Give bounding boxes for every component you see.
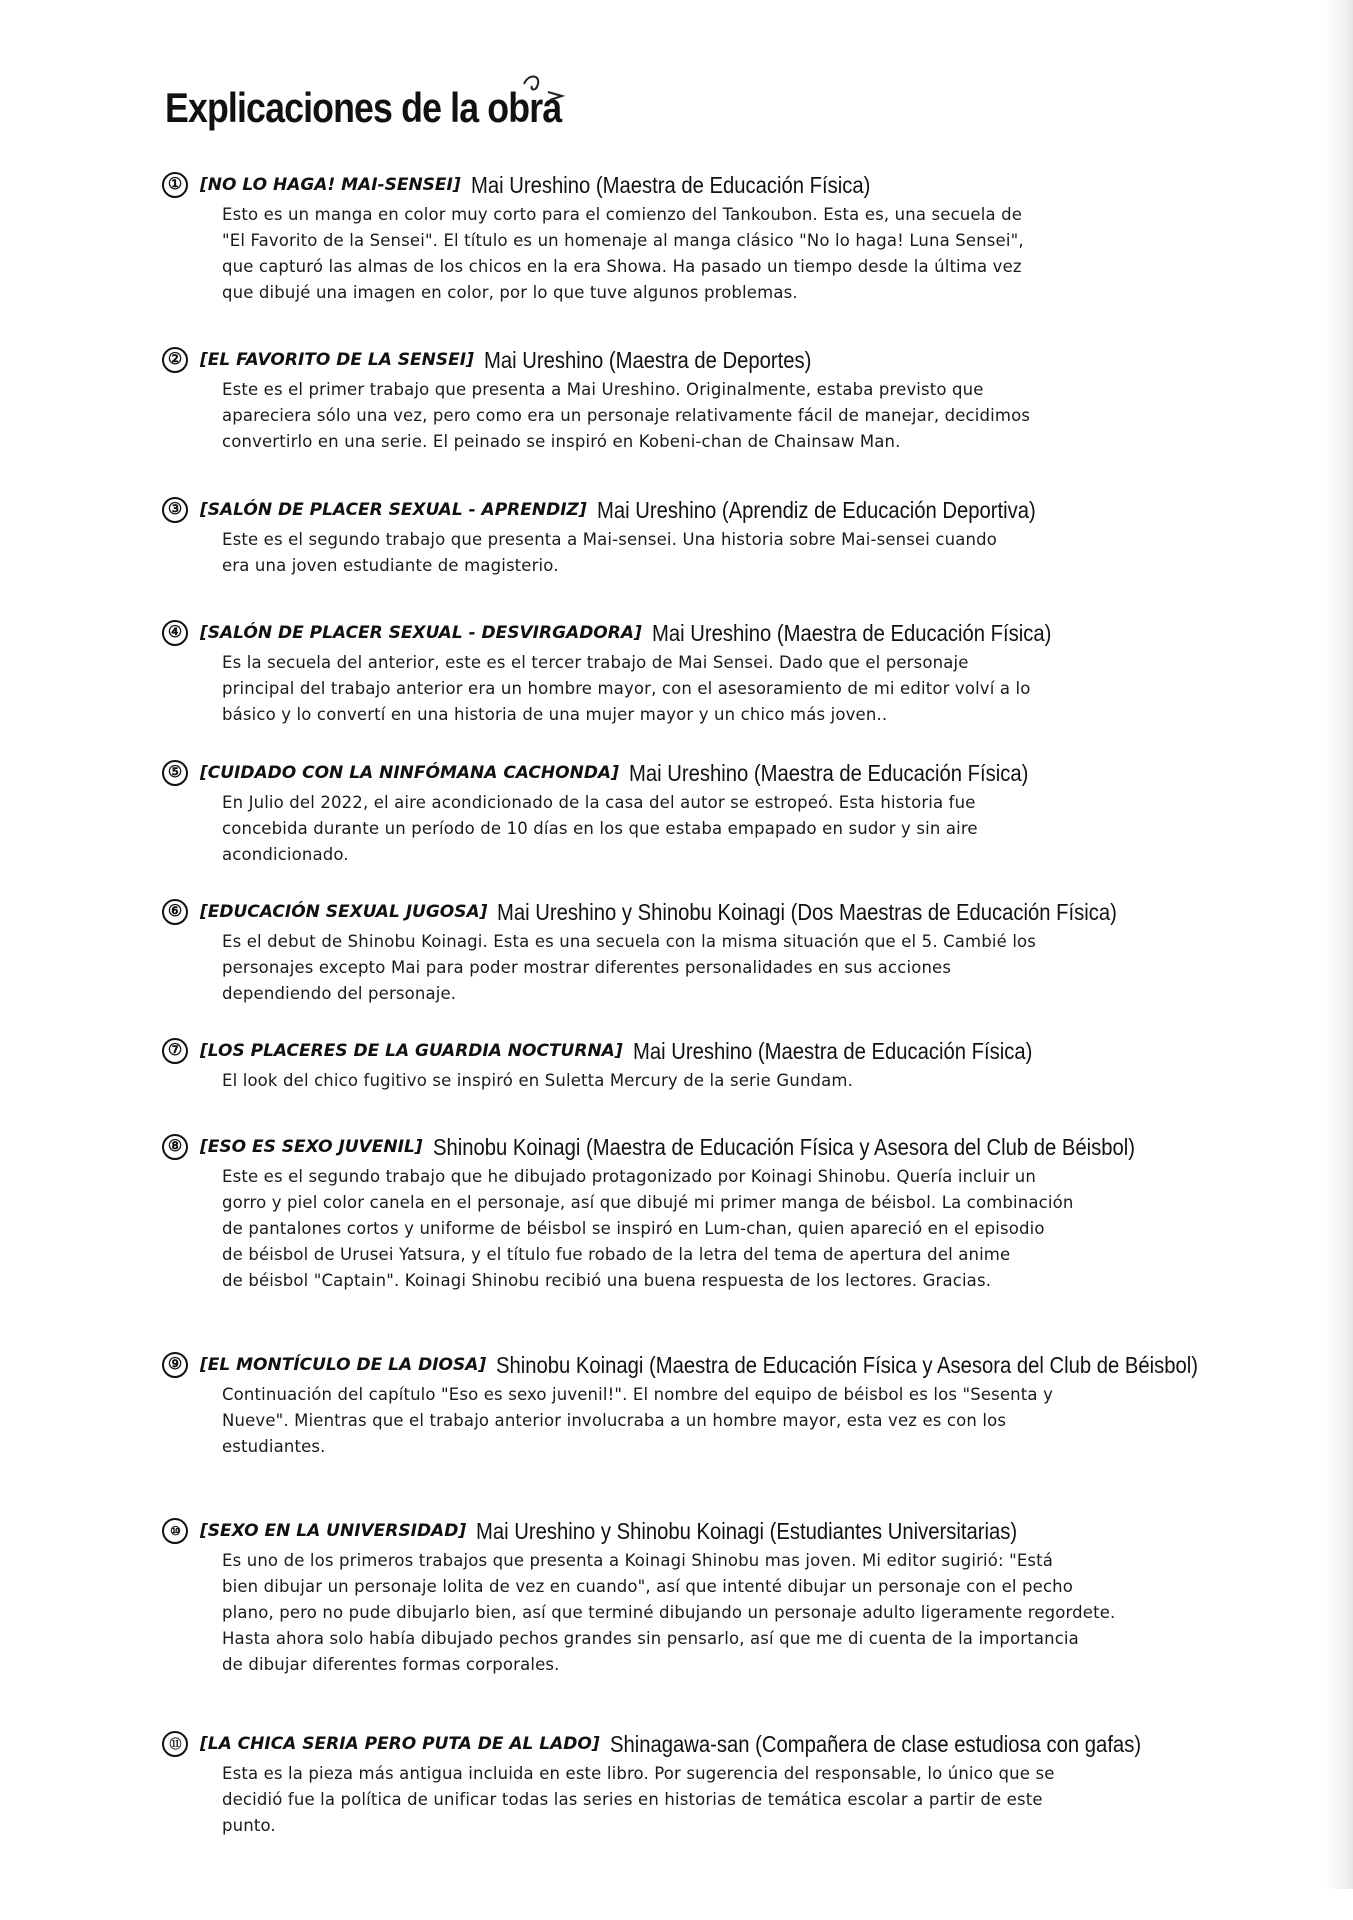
description-line: concebida durante un período de 10 días en los que estaba empapado en sudor y sin aire xyxy=(222,819,978,838)
entry-2 xyxy=(162,345,1332,455)
description-line: plano, pero no pude dibujarlo bien, así que terminé dibujando un personaje adulto ligeramente regordete. xyxy=(222,1603,1116,1622)
entry-title: [SALÓN DE PLACER SEXUAL - APRENDIZ] xyxy=(200,500,587,520)
description-line: gorro y piel color canela en el personaje, así que dibujé mi primer manga de béisbol. La combinación xyxy=(222,1193,1074,1212)
entry-description xyxy=(222,1548,1302,1678)
entry-description xyxy=(222,202,1302,306)
entry-8 xyxy=(162,1132,1332,1294)
entry-characters: Mai Ureshino (Aprendiz de Educación Deportiva) xyxy=(596,496,1036,523)
entry-characters: Shinagawa-san (Compañera de clase estudiosa con gafas) xyxy=(609,1730,1141,1757)
entry-header xyxy=(162,1036,1332,1066)
entry-header xyxy=(162,1132,1332,1162)
entry-characters: Mai Ureshino (Maestra de Educación Física) xyxy=(632,1037,1032,1064)
title-squiggle-decoration xyxy=(520,70,570,110)
description-line: Hasta ahora solo había dibujado pechos grandes sin pensarlo, así que me di cuenta de la importancia xyxy=(222,1629,1079,1648)
description-line: Este es el segundo trabajo que presenta a Mai-sensei. Una historia sobre Mai-sensei cuando xyxy=(222,530,997,549)
description-line: era una joven estudiante de magisterio. xyxy=(222,556,559,575)
description-line: Continuación del capítulo "Eso es sexo juvenil!". El nombre del equipo de béisbol es los "Sesenta y xyxy=(222,1385,1053,1404)
entry-characters: Mai Ureshino (Maestra de Educación Física) xyxy=(651,619,1052,646)
description-line: Es la secuela del anterior, este es el tercer trabajo de Mai Sensei. Dado que el personaje xyxy=(222,653,969,672)
description-line: de dibujar diferentes formas corporales. xyxy=(222,1655,560,1674)
entry-title: [EDUCACIÓN SEXUAL JUGOSA] xyxy=(200,902,488,922)
entry-description xyxy=(222,527,1302,579)
entry-title: [ESO ES SEXO JUVENIL] xyxy=(200,1137,423,1157)
entry-6 xyxy=(162,897,1332,1007)
entry-number: ⑪ xyxy=(162,1731,188,1757)
entry-header xyxy=(162,1350,1332,1380)
entry-title: [SALÓN DE PLACER SEXUAL - DESVIRGADORA] xyxy=(200,623,642,643)
entry-7 xyxy=(162,1036,1332,1094)
entry-description xyxy=(222,1382,1302,1460)
entry-characters: Shinobu Koinagi (Maestra de Educación Física y Asesora del Club de Béisbol) xyxy=(432,1133,1135,1160)
entry-header xyxy=(162,618,1332,648)
entry-characters: Mai Ureshino y Shinobu Koinagi (Dos Maestras de Educación Física) xyxy=(497,898,1118,925)
entry-title: [NO LO HAGA! MAI-SENSEI] xyxy=(200,175,461,195)
entry-characters: Mai Ureshino (Maestra de Educación Física) xyxy=(470,171,870,198)
description-line: principal del trabajo anterior era un hombre mayor, con el asesoramiento de mi editor volví a lo xyxy=(222,679,1031,698)
description-line: decidió fue la política de unificar todas las series en historias de temática escolar a partir de este xyxy=(222,1790,1043,1809)
entry-number: ⑥ xyxy=(162,899,188,925)
entry-title: [LOS PLACERES DE LA GUARDIA NOCTURNA] xyxy=(200,1041,623,1061)
entry-10 xyxy=(162,1516,1332,1678)
entry-header xyxy=(162,897,1332,927)
entry-header xyxy=(162,1516,1332,1546)
entry-header xyxy=(162,345,1332,375)
entry-number: ① xyxy=(162,172,188,198)
entry-header xyxy=(162,170,1332,200)
description-line: Nueve". Mientras que el trabajo anterior involucraba a un hombre mayor, esta vez es con los xyxy=(222,1411,1007,1430)
description-line: "El Favorito de la Sensei". El título es un homenaje al manga clásico "No lo haga! Luna Sensei", xyxy=(222,231,1024,250)
description-line: personajes excepto Mai para poder mostrar diferentes personalidades en sus acciones xyxy=(222,958,952,977)
entry-description xyxy=(222,1761,1302,1839)
entry-number: ② xyxy=(162,347,188,373)
entry-title: [EL FAVORITO DE LA SENSEI] xyxy=(200,350,474,370)
description-line: acondicionado. xyxy=(222,845,349,864)
entry-header xyxy=(162,758,1332,788)
description-line: punto. xyxy=(222,1816,276,1835)
entry-number: ⑨ xyxy=(162,1352,188,1378)
entry-description xyxy=(222,929,1302,1007)
description-line: de béisbol de Urusei Yatsura, y el título fue robado de la letra del tema de apertura del anime xyxy=(222,1245,1011,1264)
entry-9 xyxy=(162,1350,1332,1460)
description-line: En Julio del 2022, el aire acondicionado de la casa del autor se estropeó. Esta historia fue xyxy=(222,793,976,812)
description-line: de béisbol "Captain". Koinagi Shinobu recibió una buena respuesta de los lectores. Gracias. xyxy=(222,1271,992,1290)
entry-characters: Mai Ureshino (Maestra de Deportes) xyxy=(483,346,812,373)
entry-title: [LA CHICA SERIA PERO PUTA DE AL LADO] xyxy=(200,1734,600,1754)
entry-characters: Mai Ureshino (Maestra de Educación Física) xyxy=(628,759,1029,786)
entry-description xyxy=(222,377,1302,455)
entry-description xyxy=(222,1068,1302,1094)
entry-number: ⑦ xyxy=(162,1038,188,1064)
page-title: Explicaciones de la obra xyxy=(165,84,562,131)
entry-title: [EL MONTÍCULO DE LA DIOSA] xyxy=(200,1355,487,1375)
description-line: de pantalones cortos y uniforme de béisbol se inspiró en Lum-chan, quien apareció en el episodio xyxy=(222,1219,1045,1238)
entry-title: [SEXO EN LA UNIVERSIDAD] xyxy=(200,1521,467,1541)
description-line: Es el debut de Shinobu Koinagi. Esta es una secuela con la misma situación que el 5. Cambié los xyxy=(222,932,1037,951)
entry-11 xyxy=(162,1729,1332,1839)
entry-5 xyxy=(162,758,1332,868)
entry-number: ⑧ xyxy=(162,1134,188,1160)
description-line: Esto es un manga en color muy corto para el comienzo del Tankoubon. Esta es, una secuela de xyxy=(222,205,1023,224)
entry-description xyxy=(222,1164,1302,1294)
description-line: Es uno de los primeros trabajos que presenta a Koinagi Shinobu mas joven. Mi editor sugirió: "Está xyxy=(222,1551,1054,1570)
description-line: bien dibujar un personaje lolita de vez en cuando", así que intenté dibujar un personaje con el pecho xyxy=(222,1577,1074,1596)
entry-number: ⑩ xyxy=(162,1518,188,1544)
entry-number: ③ xyxy=(162,497,188,523)
entry-description xyxy=(222,650,1302,728)
description-line: básico y lo convertí en una historia de una mujer mayor y un chico más joven.. xyxy=(222,705,888,724)
entry-header xyxy=(162,1729,1332,1759)
entry-header xyxy=(162,495,1332,525)
description-line: que dibujé una imagen en color, por lo que tuve algunos problemas. xyxy=(222,283,798,302)
description-line: que capturó las almas de los chicos en la era Showa. Ha pasado un tiempo desde la última vez xyxy=(222,257,1022,276)
entry-characters: Mai Ureshino y Shinobu Koinagi (Estudiantes Universitarias) xyxy=(476,1517,1018,1544)
description-line: El look del chico fugitivo se inspiró en Suletta Mercury de la serie Gundam. xyxy=(222,1071,854,1090)
description-line: estudiantes. xyxy=(222,1437,326,1456)
entry-number: ④ xyxy=(162,620,188,646)
entry-number: ⑤ xyxy=(162,760,188,786)
description-line: Esta es la pieza más antigua incluida en este libro. Por sugerencia del responsable, lo único que se xyxy=(222,1764,1055,1783)
description-line: Este es el primer trabajo que presenta a Mai Ureshino. Originalmente, estaba previsto que xyxy=(222,380,984,399)
entry-title: [CUIDADO CON LA NINFÓMANA CACHONDA] xyxy=(200,763,619,783)
entry-characters: Shinobu Koinagi (Maestra de Educación Física y Asesora del Club de Béisbol) xyxy=(496,1351,1199,1378)
description-line: dependiendo del personaje. xyxy=(222,984,457,1003)
entry-1 xyxy=(162,170,1332,306)
entry-4 xyxy=(162,618,1332,728)
description-line: apareciera sólo una vez, pero como era un personaje relativamente fácil de manejar, decidimos xyxy=(222,406,1031,425)
description-line: Este es el segundo trabajo que he dibujado protagonizado por Koinagi Shinobu. Quería incluir un xyxy=(222,1167,1037,1186)
entry-description xyxy=(222,790,1302,868)
entry-3 xyxy=(162,495,1332,579)
description-line: convertirlo en una serie. El peinado se inspiró en Kobeni-chan de Chainsaw Man. xyxy=(222,432,901,451)
